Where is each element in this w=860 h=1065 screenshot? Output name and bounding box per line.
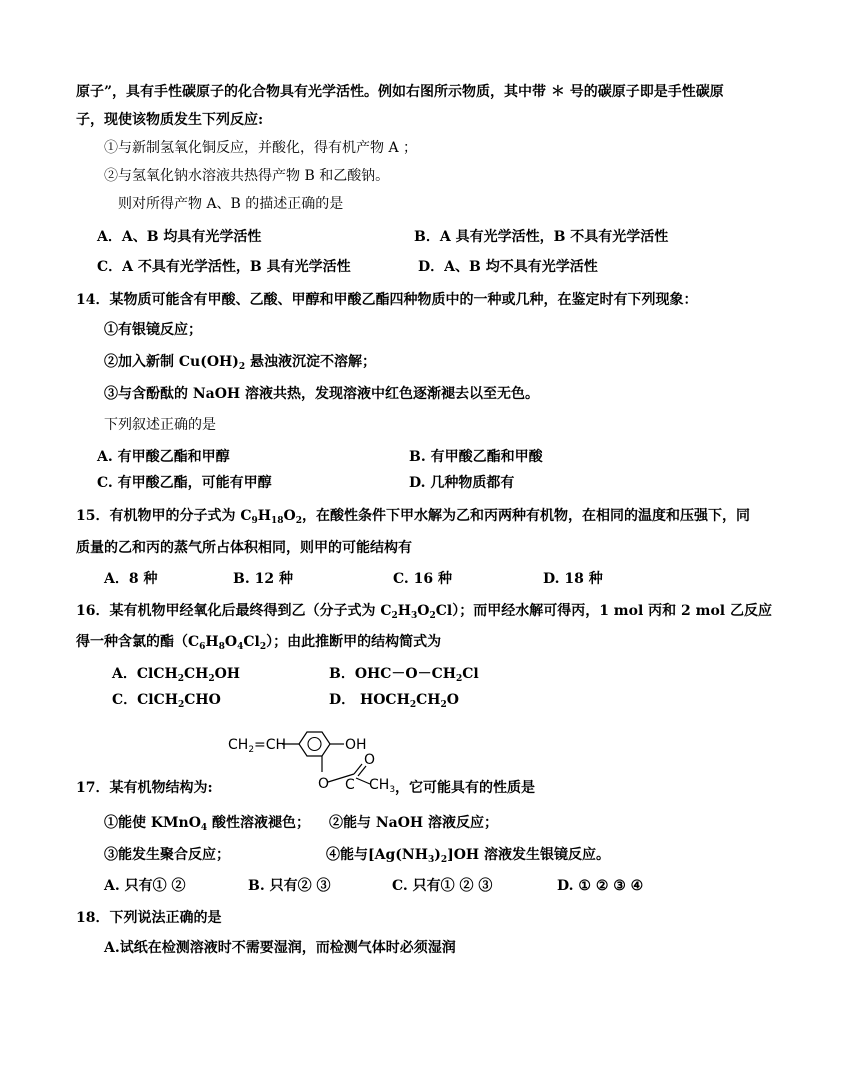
q16-stem-line-2: 得一种含氯的酯$(C_6H_8O_4Cl_2)$；由此推断甲的结构简式为 (76, 634, 442, 652)
structure-carbon-label: C (345, 777, 355, 793)
structure-ch3-label: $CH_3$ (369, 777, 396, 795)
q14-option-c: C. 有甲酸乙酯，可能有甲醇 (97, 475, 272, 491)
q17-structure-diagram (222, 726, 402, 798)
intro-step-2: ②与氢氧化钠水溶液共热得产物 B 和乙酸钠。 (104, 168, 390, 184)
q15-option-d: D. 18 种 (543, 571, 603, 587)
q17-stem-prefix: 17．某有机物结构为: (76, 780, 213, 796)
q16-option-d: D． $HOCH_2CH_2O$ (329, 692, 459, 710)
benzene-ring-inner (308, 738, 321, 751)
intro-step-1: ①与新制氢氧化铜反应，并酸化，得有机产物 A ； (104, 140, 418, 156)
q14-option-a: A. 有甲酸乙酯和甲醇 (97, 449, 230, 465)
structure-ester-o-label: O (318, 776, 330, 792)
intro-option-b: B．A 具有光学活性，B 不具有光学活性 (414, 229, 669, 245)
q17-option-d: D. ① ② ③ ④ (557, 878, 644, 894)
intro-option-d: D．A、B 均不具有光学活性 (418, 259, 598, 275)
intro-option-a: A．A、B 均具有光学活性 (97, 229, 262, 245)
q14-option-b: B. 有甲酸乙酯和甲酸 (409, 449, 543, 465)
q17-option-b: B. 只有② ③ (248, 878, 331, 894)
q15-stem-line-2: 质量的乙和丙的蒸气所占体积相同，则甲的可能结构有 (76, 540, 412, 556)
benzene-ring (299, 732, 330, 756)
q17-stem-suffix: ，它可能具有的性质是 (395, 780, 535, 796)
q17-property-3: ③能发生聚合反应； (104, 847, 230, 863)
q16-option-b: B．$OHC-O-CH_2Cl$ (329, 666, 479, 684)
q16-stem: 16．某有机物甲经氧化后最终得到乙（分子式为 $C_2H_3O_2Cl$）；而甲经水解可得丙，1 mol 丙和 2 mol 乙反应 (76, 603, 772, 621)
q16-option-c: C．ClCH$_2$CHO (112, 692, 221, 710)
intro-line-1: 原子”，具有手性碳原子的化合物具有光学活性。例如右图所示物质，其中带 ＊ 号的碳原子即是手性碳原 (76, 84, 724, 100)
intro-question: 则对所得产物 A、B 的描述正确的是 (118, 196, 344, 212)
q15-option-a: A．8 种 (104, 571, 158, 587)
q15-option-c: C. 16 种 (393, 571, 453, 587)
q14-stem: 14．某物质可能含有甲酸、乙酸、甲醇和甲酸乙酯四种物质中的一种或几种，在鉴定时有下列现象： (76, 292, 698, 308)
q17-option-c: C. 只有① ② ③ (392, 878, 493, 894)
q17-property-1: ①能使 KMnO$_4$ 酸性溶液褪色； (104, 815, 311, 833)
q14-option-d: D. 几种物质都有 (409, 475, 515, 491)
structure-carbonyl-o-label: O (364, 752, 376, 768)
structure-vinyl-label: $CH_2=CH$ (228, 737, 287, 755)
structure-oh-label: OH (345, 737, 367, 753)
q14-step-1: ①有银镜反应； (104, 322, 202, 338)
q16-option-a: A．$ClCH_2CH_2OH$ (112, 666, 241, 684)
q17-property-2: ②能与 NaOH 溶液反应； (329, 815, 499, 831)
structure-bond-c-ch3 (356, 778, 370, 784)
q18-option-a: A.试纸在检测溶液时不需要湿润，而检测气体时必须湿润 (104, 940, 456, 956)
q14-question: 下列叙述正确的是 (104, 417, 216, 433)
q14-step-3: ③与含酚酞的 NaOH 溶液共热，发现溶液中红色逐渐褪去以至无色。 (104, 386, 540, 402)
q15-stem: 15．有机物甲的分子式为 $C_9H_{18}O_2$，在酸性条件下甲水解为乙和丙两种有机物，在相同的温度和压强下，同 (76, 508, 750, 526)
q15-option-b: B. 12 种 (233, 571, 293, 587)
intro-option-c: C．A 不具有光学活性，B 具有光学活性 (97, 259, 351, 275)
q18-stem: 18．下列说法正确的是 (76, 910, 222, 926)
intro-line-2: 子，现使该物质发生下列反应: (76, 112, 264, 128)
q17-option-a: A. 只有① ② (104, 878, 186, 894)
q17-property-4: ④能与$[Ag(NH_3)_2]OH$ 溶液发生银镜反应。 (326, 847, 611, 865)
q14-step-2: ②加入新制 $Cu(OH)_2$ 悬浊液沉淀不溶解； (104, 354, 377, 372)
